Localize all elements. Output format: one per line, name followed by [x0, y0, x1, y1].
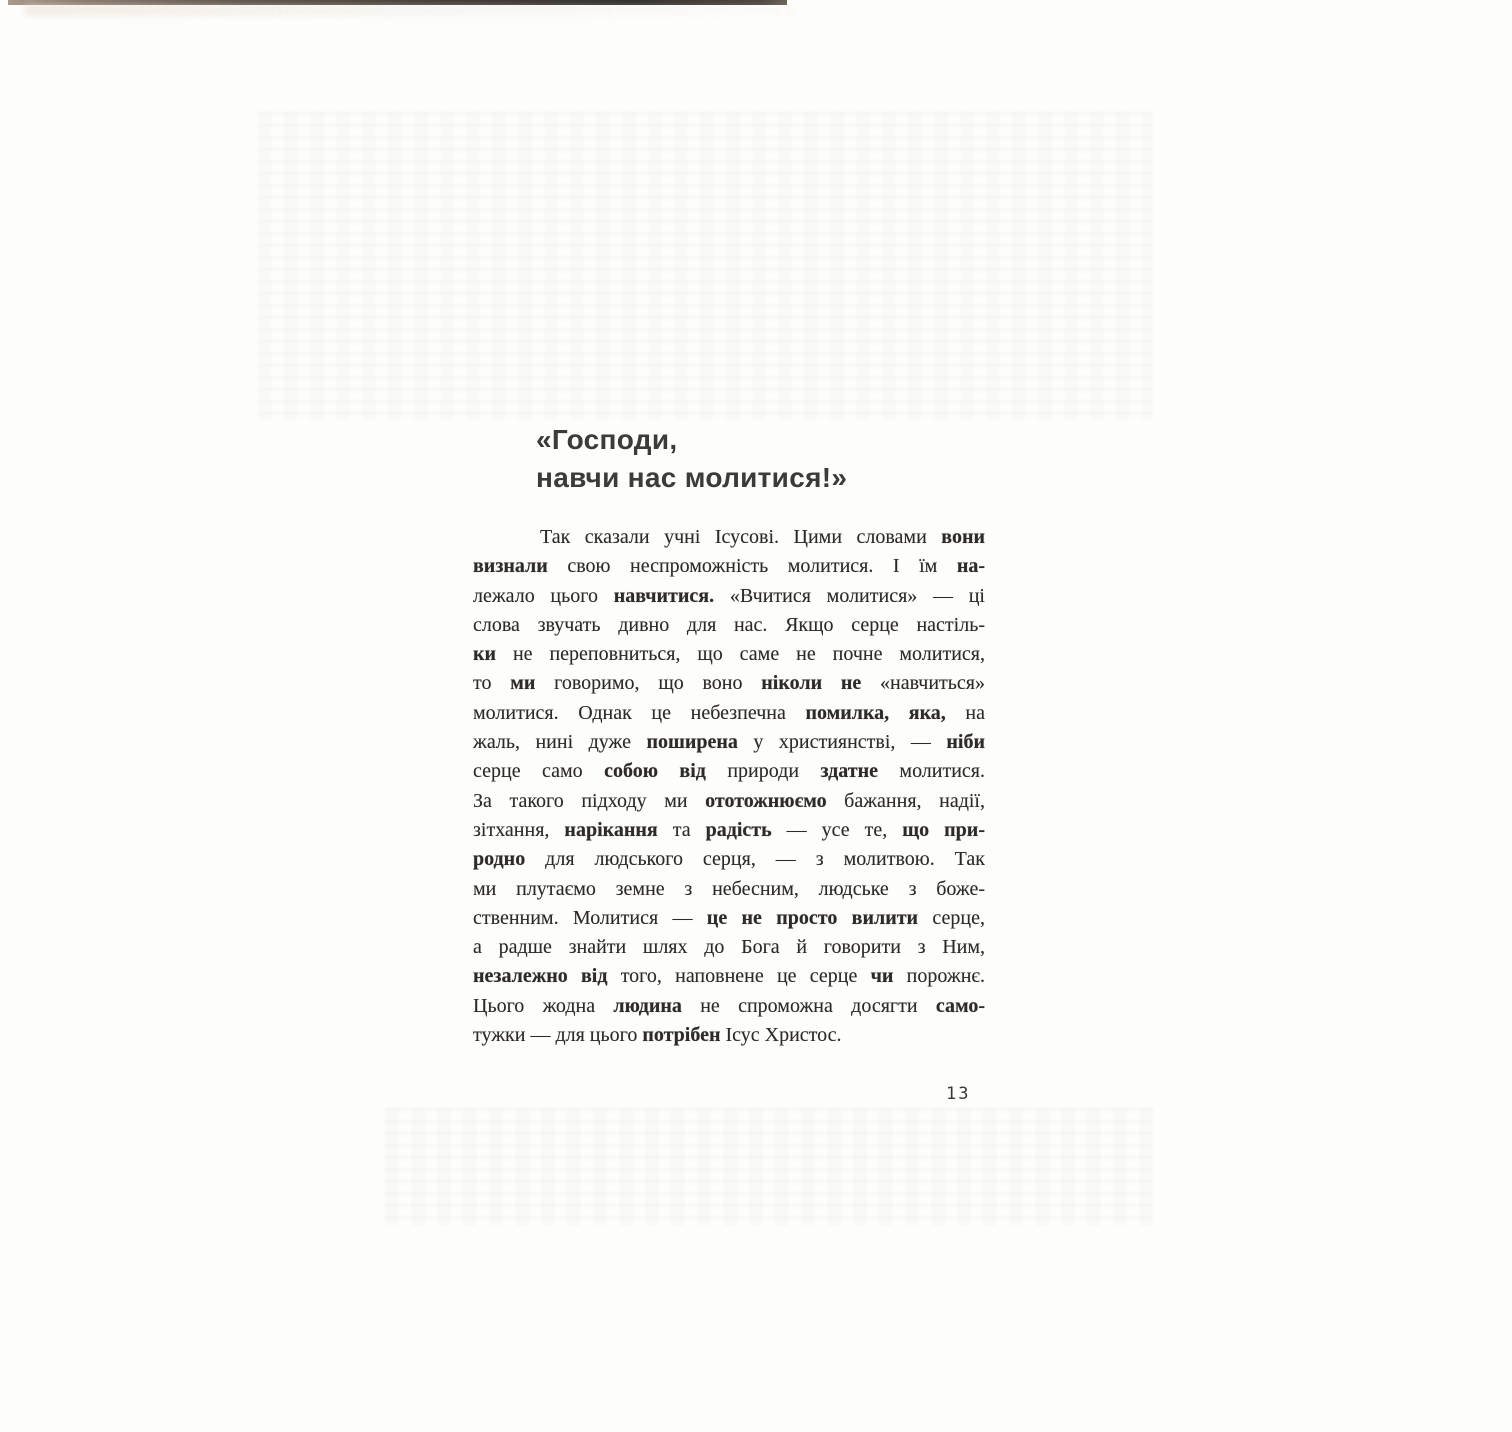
- body-text-run: не спроможна досягти: [681, 994, 936, 1017]
- page-number: 13: [946, 1084, 971, 1104]
- body-text-run: визнали: [473, 555, 548, 578]
- body-line: [473, 552, 985, 581]
- body-text-run: то: [473, 672, 511, 695]
- body-line: [473, 1021, 985, 1050]
- body-text-run: чи: [870, 965, 894, 988]
- body-text-run: на-: [956, 555, 985, 578]
- bleed-through-top: [258, 112, 1153, 420]
- body-text-run: серце,: [918, 906, 985, 929]
- body-text-run: ніби: [946, 731, 985, 754]
- body-text-run: — усе те,: [771, 818, 903, 841]
- body-text-run: навчитися.: [613, 584, 715, 607]
- body-text-run: «навчиться»: [861, 672, 985, 695]
- body-text-run: у християнстві, —: [737, 731, 947, 754]
- body-text-run: порожнє.: [893, 965, 985, 988]
- body-line: [473, 875, 985, 904]
- body-text-run: серце само: [473, 760, 605, 783]
- body-line: [473, 640, 985, 669]
- body-text-run: ственним. Молитися —: [473, 906, 707, 929]
- body-text-run: ми плутаємо земне з небесним, людське з боже-: [473, 877, 985, 900]
- body-line: [473, 669, 985, 698]
- body-text-run: нарікання: [564, 818, 658, 841]
- body-text-run: того, наповнене це серце: [607, 965, 871, 988]
- body-line: [473, 582, 985, 611]
- body-line: [473, 699, 985, 728]
- body-text-run: собою від: [604, 760, 706, 783]
- body-text-run: Так сказали учні Ісусові. Цими словами: [540, 526, 942, 548]
- body-text-run: свою неспроможність молитися. І їм: [547, 555, 957, 578]
- body-text-run: слова звучать дивно для нас. Якщо серце настіль-: [473, 613, 985, 636]
- body-text-run: це не просто вилити: [706, 906, 919, 929]
- body-text-run: ніколи не: [761, 672, 862, 695]
- body-line: [473, 787, 985, 816]
- chapter-heading: [536, 421, 847, 497]
- body-line: [473, 523, 985, 552]
- body-text-run: для людського серця, — з молитвою. Так: [525, 848, 985, 871]
- body-text-run: молитися. Однак це небезпечна: [473, 701, 806, 724]
- body-line: [473, 757, 985, 786]
- body-text-run: не переповниться, що саме не почне молитися,: [496, 643, 985, 666]
- body-text-run: незалежно від: [473, 965, 608, 988]
- body-text-run: помилка, яка,: [805, 701, 946, 724]
- body-line: [473, 845, 985, 874]
- body-text-run: людина: [613, 994, 682, 1017]
- body-text-run: здатне: [820, 760, 878, 783]
- body-text-run: ми: [510, 672, 536, 695]
- body-text: [473, 523, 985, 1050]
- body-line: [473, 728, 985, 757]
- body-text-run: та: [657, 818, 706, 841]
- body-line: [473, 611, 985, 640]
- body-text-run: зітхання,: [473, 818, 565, 841]
- chapter-heading-line: навчи нас молитися!»: [536, 462, 848, 493]
- body-text-run: на: [945, 701, 985, 724]
- body-text-run: що при-: [902, 818, 985, 841]
- body-text-run: Ісус Христос.: [720, 1024, 842, 1047]
- body-text-run: поширена: [646, 731, 738, 754]
- body-text-run: вони: [941, 526, 985, 548]
- body-text-run: тужки — для цього: [473, 1024, 643, 1047]
- body-text-run: а радше знайти шлях до Бога й говорити з Ним,: [473, 936, 985, 959]
- body-line: [473, 904, 985, 933]
- bleed-through-bottom: [385, 1108, 1153, 1226]
- body-text-run: само-: [935, 994, 985, 1017]
- body-text-run: ототожнюємо: [705, 789, 827, 812]
- body-text-run: ки: [473, 643, 497, 666]
- body-text-run: молитися.: [877, 760, 985, 783]
- body-line: [473, 933, 985, 962]
- body-text-run: жаль, нині дуже: [473, 731, 647, 754]
- scanner-edge-smudge: [25, 4, 795, 16]
- body-text-run: говоримо, що воно: [535, 672, 762, 695]
- body-text-run: Цього жодна: [473, 994, 614, 1017]
- body-text-run: «Вчитися молитися» — ці: [714, 584, 985, 607]
- body-line: [473, 992, 985, 1021]
- body-text-run: лежало цього: [473, 584, 614, 607]
- body-text-run: радість: [705, 818, 772, 841]
- body-text-run: природи: [705, 760, 821, 783]
- body-text-run: потрібен: [642, 1024, 721, 1047]
- body-text-run: За такого підходу ми: [473, 789, 706, 812]
- body-line: [473, 962, 985, 991]
- body-text-run: бажання, надії,: [826, 789, 985, 812]
- body-line: [473, 816, 985, 845]
- chapter-heading-line: «Господи,: [536, 424, 678, 455]
- body-text-run: родно: [473, 848, 526, 871]
